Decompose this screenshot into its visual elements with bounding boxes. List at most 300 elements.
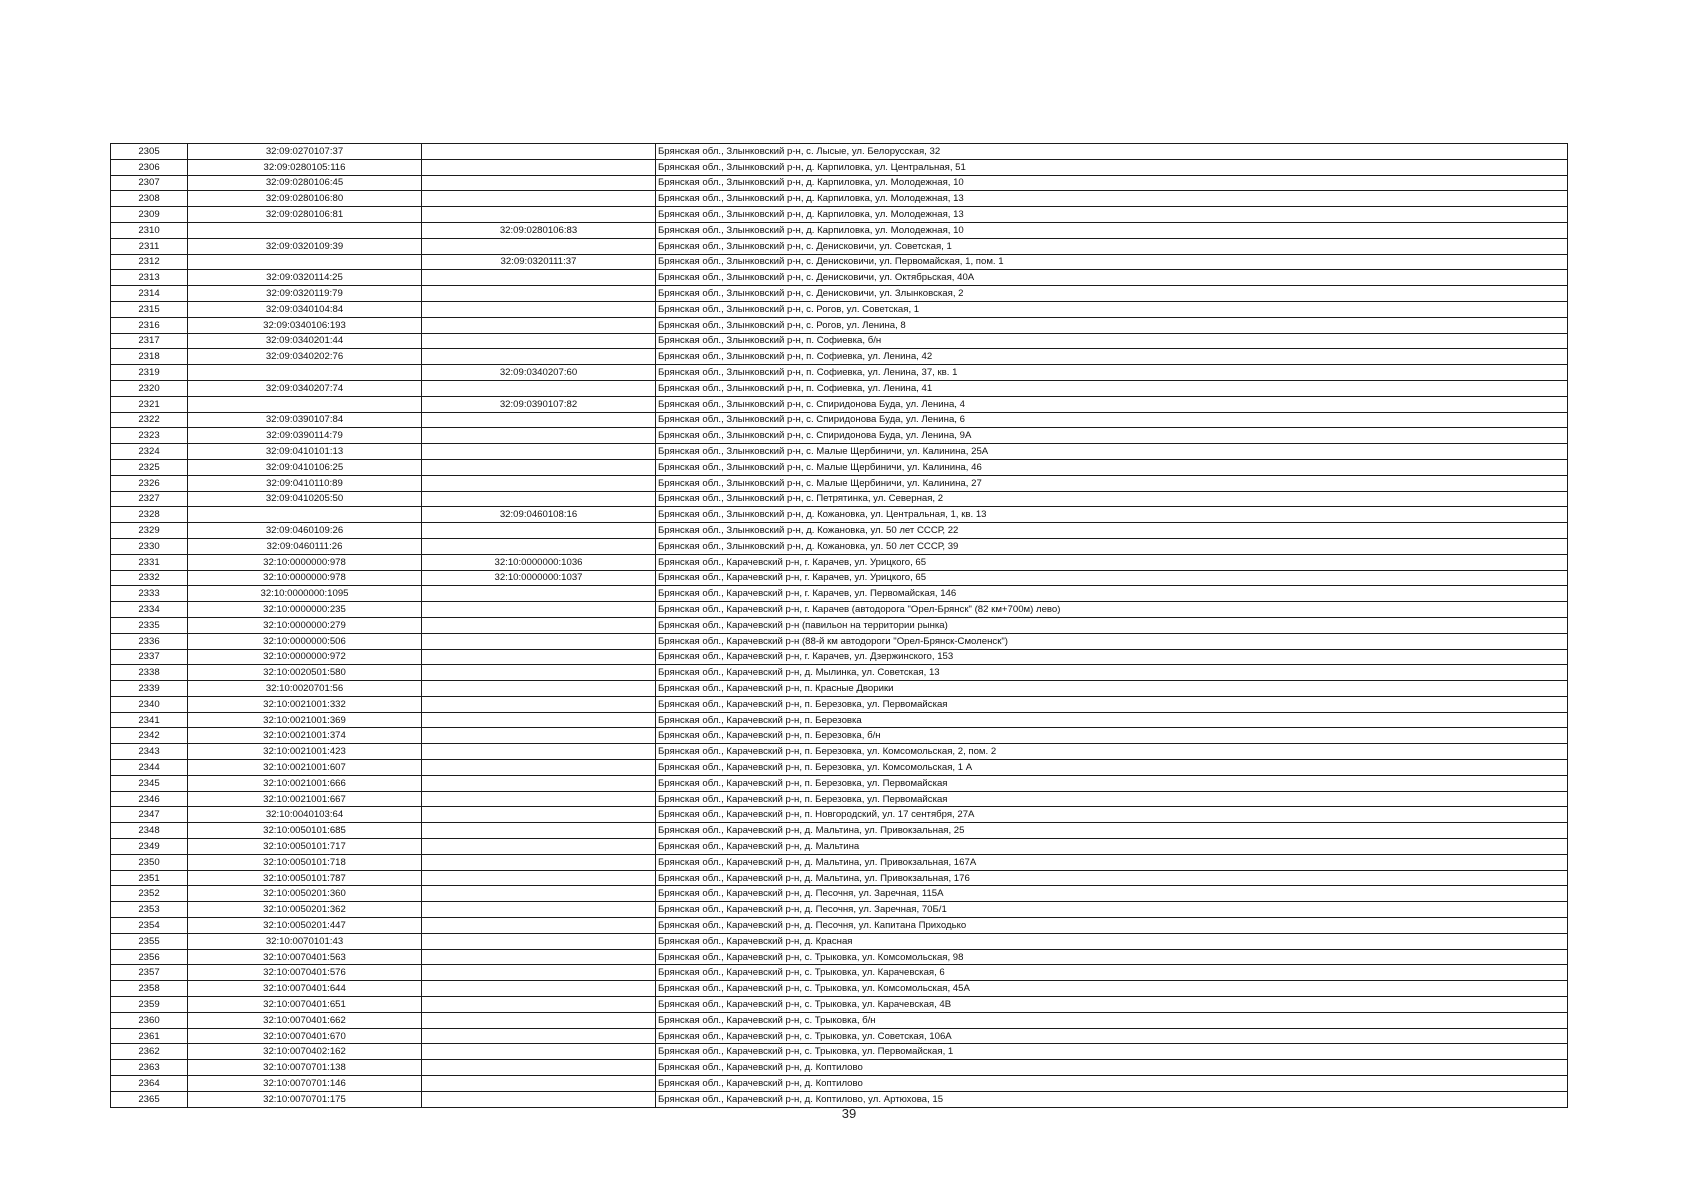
related-cadastral-number-cell: 32:09:0280106:83 bbox=[422, 222, 656, 238]
table-row bbox=[111, 744, 1568, 760]
table-row bbox=[111, 349, 1568, 365]
table-row bbox=[111, 870, 1568, 886]
row-number-cell: 2347 bbox=[111, 807, 188, 823]
cadastral-number-cell: 32:10:0070401:576 bbox=[188, 965, 422, 981]
row-number-cell: 2356 bbox=[111, 949, 188, 965]
address-cell: Брянская обл., Злынковский р-н, п. Софиевка, ул. Ленина, 37, кв. 1 bbox=[656, 365, 1568, 381]
address-cell: Брянская обл., Карачевский р-н, г. Карачев (автодорога "Орел-Брянск" (82 км+700м) лево) bbox=[656, 602, 1568, 618]
table-row bbox=[111, 175, 1568, 191]
row-number-cell: 2357 bbox=[111, 965, 188, 981]
related-cadastral-number-cell bbox=[422, 933, 656, 949]
related-cadastral-number-cell: 32:09:0390107:82 bbox=[422, 396, 656, 412]
cadastral-number-cell: 32:09:0340201:44 bbox=[188, 333, 422, 349]
table-row bbox=[111, 428, 1568, 444]
related-cadastral-number-cell bbox=[422, 286, 656, 302]
cadastral-number-cell bbox=[188, 254, 422, 270]
related-cadastral-number-cell bbox=[422, 633, 656, 649]
cadastral-number-cell: 32:10:0070401:563 bbox=[188, 949, 422, 965]
related-cadastral-number-cell bbox=[422, 412, 656, 428]
related-cadastral-number-cell bbox=[422, 665, 656, 681]
address-cell: Брянская обл., Карачевский р-н, с. Трыковка, ул. Первомайская, 1 bbox=[656, 1044, 1568, 1060]
row-number-cell: 2332 bbox=[111, 570, 188, 586]
cadastral-number-cell: 32:10:0020501:580 bbox=[188, 665, 422, 681]
row-number-cell: 2317 bbox=[111, 333, 188, 349]
cadastral-number-cell: 32:09:0280105:116 bbox=[188, 159, 422, 175]
address-cell: Брянская обл., Карачевский р-н, п. Березовка, ул. Первомайская bbox=[656, 791, 1568, 807]
row-number-cell: 2359 bbox=[111, 997, 188, 1013]
row-number-cell: 2350 bbox=[111, 854, 188, 870]
row-number-cell: 2349 bbox=[111, 839, 188, 855]
address-cell: Брянская обл., Карачевский р-н, п. Березовка, ул. Комсомольская, 2, пом. 2 bbox=[656, 744, 1568, 760]
table-row bbox=[111, 570, 1568, 586]
cadastral-number-cell: 32:10:0070401:644 bbox=[188, 981, 422, 997]
related-cadastral-number-cell bbox=[422, 428, 656, 444]
cadastral-number-cell: 32:09:0460111:26 bbox=[188, 538, 422, 554]
table-row bbox=[111, 475, 1568, 491]
address-cell: Брянская обл., Карачевский р-н, п. Березовка, ул. Первомайская bbox=[656, 696, 1568, 712]
cadastral-number-cell: 32:10:0070101:43 bbox=[188, 933, 422, 949]
related-cadastral-number-cell bbox=[422, 681, 656, 697]
table-row bbox=[111, 823, 1568, 839]
cadastral-number-cell: 32:10:0020701:56 bbox=[188, 681, 422, 697]
address-cell: Брянская обл., Злынковский р-н, д. Карпиловка, ул. Молодежная, 10 bbox=[656, 222, 1568, 238]
table-row bbox=[111, 617, 1568, 633]
row-number-cell: 2308 bbox=[111, 191, 188, 207]
cadastral-number-cell: 32:10:0021001:374 bbox=[188, 728, 422, 744]
related-cadastral-number-cell bbox=[422, 491, 656, 507]
cadastral-number-cell: 32:10:0070701:175 bbox=[188, 1091, 422, 1107]
row-number-cell: 2346 bbox=[111, 791, 188, 807]
address-cell: Брянская обл., Злынковский р-н, с. Спиридонова Буда, ул. Ленина, 9А bbox=[656, 428, 1568, 444]
registry-table bbox=[110, 143, 1568, 1108]
related-cadastral-number-cell: 32:10:0000000:1036 bbox=[422, 554, 656, 570]
cadastral-number-cell: 32:09:0320109:39 bbox=[188, 238, 422, 254]
cadastral-number-cell: 32:10:0021001:666 bbox=[188, 775, 422, 791]
cadastral-number-cell: 32:09:0390114:79 bbox=[188, 428, 422, 444]
row-number-cell: 2310 bbox=[111, 222, 188, 238]
related-cadastral-number-cell bbox=[422, 696, 656, 712]
cadastral-number-cell: 32:10:0070401:662 bbox=[188, 1012, 422, 1028]
row-number-cell: 2362 bbox=[111, 1044, 188, 1060]
related-cadastral-number-cell bbox=[422, 981, 656, 997]
related-cadastral-number-cell bbox=[422, 949, 656, 965]
table-row bbox=[111, 270, 1568, 286]
address-cell: Брянская обл., Карачевский р-н, д. Мылинка, ул. Советская, 13 bbox=[656, 665, 1568, 681]
table-row bbox=[111, 681, 1568, 697]
cadastral-number-cell: 32:09:0410106:25 bbox=[188, 459, 422, 475]
cadastral-number-cell: 32:09:0270107:37 bbox=[188, 144, 422, 160]
address-cell: Брянская обл., Злынковский р-н, с. Рогов, ул. Советская, 1 bbox=[656, 301, 1568, 317]
row-number-cell: 2307 bbox=[111, 175, 188, 191]
address-cell: Брянская обл., Карачевский р-н, с. Трыковка, ул. Советская, 106А bbox=[656, 1028, 1568, 1044]
cadastral-number-cell: 32:10:0021001:332 bbox=[188, 696, 422, 712]
row-number-cell: 2345 bbox=[111, 775, 188, 791]
address-cell: Брянская обл., Карачевский р-н, д. Мальтина, ул. Привокзальная, 25 bbox=[656, 823, 1568, 839]
table-row bbox=[111, 412, 1568, 428]
cadastral-number-cell: 32:09:0460109:26 bbox=[188, 523, 422, 539]
cadastral-number-cell: 32:09:0390107:84 bbox=[188, 412, 422, 428]
cadastral-number-cell: 32:10:0050101:717 bbox=[188, 839, 422, 855]
row-number-cell: 2334 bbox=[111, 602, 188, 618]
table-row bbox=[111, 649, 1568, 665]
row-number-cell: 2365 bbox=[111, 1091, 188, 1107]
cadastral-number-cell: 32:09:0340104:84 bbox=[188, 301, 422, 317]
table-row bbox=[111, 254, 1568, 270]
cadastral-number-cell: 32:10:0070701:138 bbox=[188, 1060, 422, 1076]
row-number-cell: 2358 bbox=[111, 981, 188, 997]
table-row bbox=[111, 444, 1568, 460]
address-cell: Брянская обл., Злынковский р-н, д. Карпиловка, ул. Молодежная, 13 bbox=[656, 191, 1568, 207]
address-cell: Брянская обл., Карачевский р-н, с. Трыковка, б/н bbox=[656, 1012, 1568, 1028]
related-cadastral-number-cell bbox=[422, 886, 656, 902]
address-cell: Брянская обл., Карачевский р-н, г. Карачев, ул. Первомайская, 146 bbox=[656, 586, 1568, 602]
row-number-cell: 2337 bbox=[111, 649, 188, 665]
address-cell: Брянская обл., Злынковский р-н, с. Денисковичи, ул. Октябрьская, 40А bbox=[656, 270, 1568, 286]
related-cadastral-number-cell bbox=[422, 965, 656, 981]
table-row bbox=[111, 1076, 1568, 1092]
row-number-cell: 2339 bbox=[111, 681, 188, 697]
table-row bbox=[111, 286, 1568, 302]
table-row bbox=[111, 933, 1568, 949]
cadastral-number-cell: 32:09:0340207:74 bbox=[188, 380, 422, 396]
row-number-cell: 2309 bbox=[111, 207, 188, 223]
cadastral-number-cell: 32:09:0320119:79 bbox=[188, 286, 422, 302]
related-cadastral-number-cell bbox=[422, 144, 656, 160]
related-cadastral-number-cell bbox=[422, 775, 656, 791]
cadastral-number-cell: 32:10:0021001:667 bbox=[188, 791, 422, 807]
related-cadastral-number-cell bbox=[422, 444, 656, 460]
cadastral-number-cell: 32:10:0050201:362 bbox=[188, 902, 422, 918]
address-cell: Брянская обл., Злынковский р-н, д. Кожановка, ул. 50 лет СССР, 39 bbox=[656, 538, 1568, 554]
row-number-cell: 2329 bbox=[111, 523, 188, 539]
row-number-cell: 2305 bbox=[111, 144, 188, 160]
cadastral-number-cell: 32:10:0070401:651 bbox=[188, 997, 422, 1013]
row-number-cell: 2324 bbox=[111, 444, 188, 460]
row-number-cell: 2355 bbox=[111, 933, 188, 949]
cadastral-number-cell: 32:09:0410205:50 bbox=[188, 491, 422, 507]
table-row bbox=[111, 775, 1568, 791]
address-cell: Брянская обл., Карачевский р-н, д. Мальтина, ул. Привокзальная, 176 bbox=[656, 870, 1568, 886]
address-cell: Брянская обл., Карачевский р-н, д. Коптилово bbox=[656, 1076, 1568, 1092]
row-number-cell: 2312 bbox=[111, 254, 188, 270]
row-number-cell: 2327 bbox=[111, 491, 188, 507]
cadastral-number-cell bbox=[188, 365, 422, 381]
address-cell: Брянская обл., Карачевский р-н, д. Песочня, ул. Заречная, 70Б/1 bbox=[656, 902, 1568, 918]
table-row bbox=[111, 886, 1568, 902]
table-row bbox=[111, 380, 1568, 396]
related-cadastral-number-cell bbox=[422, 918, 656, 934]
table-row bbox=[111, 238, 1568, 254]
cadastral-number-cell: 32:10:0070701:146 bbox=[188, 1076, 422, 1092]
address-cell: Брянская обл., Карачевский р-н, д. Коптилово bbox=[656, 1060, 1568, 1076]
address-cell: Брянская обл., Злынковский р-н, с. Малые Щербиничи, ул. Калинина, 25А bbox=[656, 444, 1568, 460]
address-cell: Брянская обл., Карачевский р-н, д. Песочня, ул. Капитана Приходько bbox=[656, 918, 1568, 934]
table-row bbox=[111, 159, 1568, 175]
address-cell: Брянская обл., Злынковский р-н, д. Кожановка, ул. Центральная, 1, кв. 13 bbox=[656, 507, 1568, 523]
table-row bbox=[111, 602, 1568, 618]
address-cell: Брянская обл., Карачевский р-н (павильон на территории рынка) bbox=[656, 617, 1568, 633]
table-row bbox=[111, 1028, 1568, 1044]
row-number-cell: 2328 bbox=[111, 507, 188, 523]
address-cell: Брянская обл., Карачевский р-н, с. Трыковка, ул. Комсомольская, 98 bbox=[656, 949, 1568, 965]
address-cell: Брянская обл., Карачевский р-н, п. Березовка, б/н bbox=[656, 728, 1568, 744]
row-number-cell: 2316 bbox=[111, 317, 188, 333]
row-number-cell: 2330 bbox=[111, 538, 188, 554]
related-cadastral-number-cell bbox=[422, 744, 656, 760]
address-cell: Брянская обл., Карачевский р-н, д. Песочня, ул. Заречная, 115А bbox=[656, 886, 1568, 902]
row-number-cell: 2354 bbox=[111, 918, 188, 934]
row-number-cell: 2323 bbox=[111, 428, 188, 444]
table-row bbox=[111, 791, 1568, 807]
related-cadastral-number-cell: 32:09:0320111:37 bbox=[422, 254, 656, 270]
related-cadastral-number-cell bbox=[422, 349, 656, 365]
related-cadastral-number-cell bbox=[422, 1091, 656, 1107]
address-cell: Брянская обл., Карачевский р-н, д. Мальтина bbox=[656, 839, 1568, 855]
row-number-cell: 2319 bbox=[111, 365, 188, 381]
related-cadastral-number-cell bbox=[422, 997, 656, 1013]
table-row bbox=[111, 554, 1568, 570]
cadastral-number-cell: 32:10:0000000:235 bbox=[188, 602, 422, 618]
related-cadastral-number-cell bbox=[422, 380, 656, 396]
address-cell: Брянская обл., Карачевский р-н, п. Березовка, ул. Комсомольская, 1 А bbox=[656, 760, 1568, 776]
table-row bbox=[111, 538, 1568, 554]
cadastral-number-cell: 32:10:0021001:423 bbox=[188, 744, 422, 760]
table-row bbox=[111, 222, 1568, 238]
row-number-cell: 2326 bbox=[111, 475, 188, 491]
related-cadastral-number-cell bbox=[422, 159, 656, 175]
related-cadastral-number-cell bbox=[422, 807, 656, 823]
address-cell: Брянская обл., Злынковский р-н, с. Спиридонова Буда, ул. Ленина, 4 bbox=[656, 396, 1568, 412]
address-cell: Брянская обл., Карачевский р-н, с. Трыковка, ул. Карачевская, 6 bbox=[656, 965, 1568, 981]
cadastral-number-cell: 32:10:0000000:279 bbox=[188, 617, 422, 633]
related-cadastral-number-cell bbox=[422, 649, 656, 665]
related-cadastral-number-cell bbox=[422, 823, 656, 839]
table-row bbox=[111, 459, 1568, 475]
table-row bbox=[111, 207, 1568, 223]
related-cadastral-number-cell bbox=[422, 839, 656, 855]
table-row bbox=[111, 1044, 1568, 1060]
related-cadastral-number-cell bbox=[422, 270, 656, 286]
related-cadastral-number-cell bbox=[422, 586, 656, 602]
row-number-cell: 2342 bbox=[111, 728, 188, 744]
table-row bbox=[111, 191, 1568, 207]
related-cadastral-number-cell bbox=[422, 791, 656, 807]
cadastral-number-cell bbox=[188, 222, 422, 238]
row-number-cell: 2315 bbox=[111, 301, 188, 317]
address-cell: Брянская обл., Злынковский р-н, с. Денисковичи, ул. Советская, 1 bbox=[656, 238, 1568, 254]
cadastral-number-cell: 32:10:0000000:978 bbox=[188, 570, 422, 586]
table-row bbox=[111, 633, 1568, 649]
row-number-cell: 2341 bbox=[111, 712, 188, 728]
related-cadastral-number-cell bbox=[422, 317, 656, 333]
address-cell: Брянская обл., Злынковский р-н, д. Карпиловка, ул. Центральная, 51 bbox=[656, 159, 1568, 175]
row-number-cell: 2314 bbox=[111, 286, 188, 302]
address-cell: Брянская обл., Злынковский р-н, с. Спиридонова Буда, ул. Ленина, 6 bbox=[656, 412, 1568, 428]
table-row bbox=[111, 333, 1568, 349]
table-row bbox=[111, 144, 1568, 160]
table-row bbox=[111, 491, 1568, 507]
related-cadastral-number-cell bbox=[422, 207, 656, 223]
related-cadastral-number-cell: 32:10:0000000:1037 bbox=[422, 570, 656, 586]
registry-table-body bbox=[111, 144, 1568, 1108]
related-cadastral-number-cell bbox=[422, 902, 656, 918]
cadastral-number-cell bbox=[188, 507, 422, 523]
row-number-cell: 2306 bbox=[111, 159, 188, 175]
address-cell: Брянская обл., Карачевский р-н, д. Мальтина, ул. Привокзальная, 167А bbox=[656, 854, 1568, 870]
row-number-cell: 2331 bbox=[111, 554, 188, 570]
cadastral-number-cell: 32:09:0320114:25 bbox=[188, 270, 422, 286]
related-cadastral-number-cell bbox=[422, 459, 656, 475]
table-row bbox=[111, 997, 1568, 1013]
row-number-cell: 2321 bbox=[111, 396, 188, 412]
cadastral-number-cell: 32:10:0000000:972 bbox=[188, 649, 422, 665]
address-cell: Брянская обл., Карачевский р-н, п. Березовка bbox=[656, 712, 1568, 728]
row-number-cell: 2360 bbox=[111, 1012, 188, 1028]
address-cell: Брянская обл., Злынковский р-н, с. Рогов, ул. Ленина, 8 bbox=[656, 317, 1568, 333]
address-cell: Брянская обл., Карачевский р-н, п. Красные Дворики bbox=[656, 681, 1568, 697]
related-cadastral-number-cell bbox=[422, 602, 656, 618]
cadastral-number-cell: 32:09:0340202:76 bbox=[188, 349, 422, 365]
cadastral-number-cell: 32:10:0000000:978 bbox=[188, 554, 422, 570]
address-cell: Брянская обл., Злынковский р-н, с. Лысые, ул. Белорусская, 32 bbox=[656, 144, 1568, 160]
cadastral-number-cell bbox=[188, 396, 422, 412]
address-cell: Брянская обл., Злынковский р-н, д. Карпиловка, ул. Молодежная, 10 bbox=[656, 175, 1568, 191]
related-cadastral-number-cell bbox=[422, 175, 656, 191]
table-row bbox=[111, 965, 1568, 981]
row-number-cell: 2338 bbox=[111, 665, 188, 681]
related-cadastral-number-cell bbox=[422, 1060, 656, 1076]
cadastral-number-cell: 32:10:0040103:64 bbox=[188, 807, 422, 823]
cadastral-number-cell: 32:10:0021001:607 bbox=[188, 760, 422, 776]
cadastral-number-cell: 32:10:0050201:360 bbox=[188, 886, 422, 902]
row-number-cell: 2353 bbox=[111, 902, 188, 918]
address-cell: Брянская обл., Злынковский р-н, с. Денисковичи, ул. Первомайская, 1, пом. 1 bbox=[656, 254, 1568, 270]
cadastral-number-cell: 32:09:0280106:81 bbox=[188, 207, 422, 223]
row-number-cell: 2311 bbox=[111, 238, 188, 254]
table-row bbox=[111, 1012, 1568, 1028]
table-row bbox=[111, 1060, 1568, 1076]
address-cell: Брянская обл., Карачевский р-н, г. Карачев, ул. Дзержинского, 153 bbox=[656, 649, 1568, 665]
related-cadastral-number-cell bbox=[422, 1012, 656, 1028]
address-cell: Брянская обл., Карачевский р-н, с. Трыковка, ул. Карачевская, 4В bbox=[656, 997, 1568, 1013]
related-cadastral-number-cell bbox=[422, 1044, 656, 1060]
table-row bbox=[111, 523, 1568, 539]
row-number-cell: 2343 bbox=[111, 744, 188, 760]
table-row bbox=[111, 1091, 1568, 1107]
related-cadastral-number-cell bbox=[422, 333, 656, 349]
related-cadastral-number-cell: 32:09:0340207:60 bbox=[422, 365, 656, 381]
row-number-cell: 2333 bbox=[111, 586, 188, 602]
address-cell: Брянская обл., Злынковский р-н, д. Карпиловка, ул. Молодежная, 13 bbox=[656, 207, 1568, 223]
related-cadastral-number-cell bbox=[422, 191, 656, 207]
cadastral-number-cell: 32:09:0280106:45 bbox=[188, 175, 422, 191]
cadastral-number-cell: 32:09:0340106:193 bbox=[188, 317, 422, 333]
cadastral-number-cell: 32:09:0280106:80 bbox=[188, 191, 422, 207]
table-row bbox=[111, 839, 1568, 855]
related-cadastral-number-cell bbox=[422, 617, 656, 633]
table-row bbox=[111, 807, 1568, 823]
related-cadastral-number-cell: 32:09:0460108:16 bbox=[422, 507, 656, 523]
related-cadastral-number-cell bbox=[422, 728, 656, 744]
address-cell: Брянская обл., Карачевский р-н (88-й км автодороги "Орел-Брянск-Смоленск") bbox=[656, 633, 1568, 649]
table-row bbox=[111, 728, 1568, 744]
related-cadastral-number-cell bbox=[422, 523, 656, 539]
address-cell: Брянская обл., Карачевский р-н, д. Красная bbox=[656, 933, 1568, 949]
table-row bbox=[111, 918, 1568, 934]
related-cadastral-number-cell bbox=[422, 854, 656, 870]
table-row bbox=[111, 902, 1568, 918]
related-cadastral-number-cell bbox=[422, 238, 656, 254]
cadastral-number-cell: 32:10:0050101:685 bbox=[188, 823, 422, 839]
address-cell: Брянская обл., Злынковский р-н, с. Денисковичи, ул. Злынковская, 2 bbox=[656, 286, 1568, 302]
row-number-cell: 2363 bbox=[111, 1060, 188, 1076]
cadastral-number-cell: 32:10:0000000:506 bbox=[188, 633, 422, 649]
table-row bbox=[111, 949, 1568, 965]
row-number-cell: 2361 bbox=[111, 1028, 188, 1044]
table-row bbox=[111, 760, 1568, 776]
related-cadastral-number-cell bbox=[422, 870, 656, 886]
related-cadastral-number-cell bbox=[422, 475, 656, 491]
cadastral-number-cell: 32:10:0050201:447 bbox=[188, 918, 422, 934]
table-row bbox=[111, 301, 1568, 317]
related-cadastral-number-cell bbox=[422, 1028, 656, 1044]
row-number-cell: 2320 bbox=[111, 380, 188, 396]
address-cell: Брянская обл., Злынковский р-н, п. Софиевка, б/н bbox=[656, 333, 1568, 349]
table-row bbox=[111, 365, 1568, 381]
row-number-cell: 2318 bbox=[111, 349, 188, 365]
related-cadastral-number-cell bbox=[422, 538, 656, 554]
cadastral-number-cell: 32:09:0410101:13 bbox=[188, 444, 422, 460]
address-cell: Брянская обл., Карачевский р-н, с. Трыковка, ул. Комсомольская, 45А bbox=[656, 981, 1568, 997]
row-number-cell: 2351 bbox=[111, 870, 188, 886]
table-row bbox=[111, 317, 1568, 333]
address-cell: Брянская обл., Злынковский р-н, с. Малые Щербиничи, ул. Калинина, 46 bbox=[656, 459, 1568, 475]
cadastral-number-cell: 32:10:0050101:718 bbox=[188, 854, 422, 870]
row-number-cell: 2340 bbox=[111, 696, 188, 712]
related-cadastral-number-cell bbox=[422, 760, 656, 776]
address-cell: Брянская обл., Карачевский р-н, д. Коптилово, ул. Артюхова, 15 bbox=[656, 1091, 1568, 1107]
address-cell: Брянская обл., Злынковский р-н, с. Малые Щербиничи, ул. Калинина, 27 bbox=[656, 475, 1568, 491]
table-row bbox=[111, 981, 1568, 997]
row-number-cell: 2313 bbox=[111, 270, 188, 286]
address-cell: Брянская обл., Злынковский р-н, с. Петрятинка, ул. Северная, 2 bbox=[656, 491, 1568, 507]
cadastral-number-cell: 32:10:0000000:1095 bbox=[188, 586, 422, 602]
table-row bbox=[111, 665, 1568, 681]
row-number-cell: 2344 bbox=[111, 760, 188, 776]
related-cadastral-number-cell bbox=[422, 1076, 656, 1092]
address-cell: Брянская обл., Злынковский р-н, п. Софиевка, ул. Ленина, 42 bbox=[656, 349, 1568, 365]
row-number-cell: 2336 bbox=[111, 633, 188, 649]
cadastral-number-cell: 32:10:0050101:787 bbox=[188, 870, 422, 886]
row-number-cell: 2322 bbox=[111, 412, 188, 428]
row-number-cell: 2364 bbox=[111, 1076, 188, 1092]
address-cell: Брянская обл., Злынковский р-н, д. Кожановка, ул. 50 лет СССР, 22 bbox=[656, 523, 1568, 539]
address-cell: Брянская обл., Карачевский р-н, г. Карачев, ул. Урицкого, 65 bbox=[656, 554, 1568, 570]
cadastral-number-cell: 32:09:0410110:89 bbox=[188, 475, 422, 491]
address-cell: Брянская обл., Карачевский р-н, г. Карачев, ул. Урицкого, 65 bbox=[656, 570, 1568, 586]
table-row bbox=[111, 507, 1568, 523]
table-row bbox=[111, 586, 1568, 602]
table-row bbox=[111, 396, 1568, 412]
page-number: 39 bbox=[841, 1106, 857, 1121]
table-row bbox=[111, 696, 1568, 712]
table-row bbox=[111, 712, 1568, 728]
address-cell: Брянская обл., Злынковский р-н, п. Софиевка, ул. Ленина, 41 bbox=[656, 380, 1568, 396]
cadastral-number-cell: 32:10:0021001:369 bbox=[188, 712, 422, 728]
related-cadastral-number-cell bbox=[422, 712, 656, 728]
related-cadastral-number-cell bbox=[422, 301, 656, 317]
row-number-cell: 2352 bbox=[111, 886, 188, 902]
